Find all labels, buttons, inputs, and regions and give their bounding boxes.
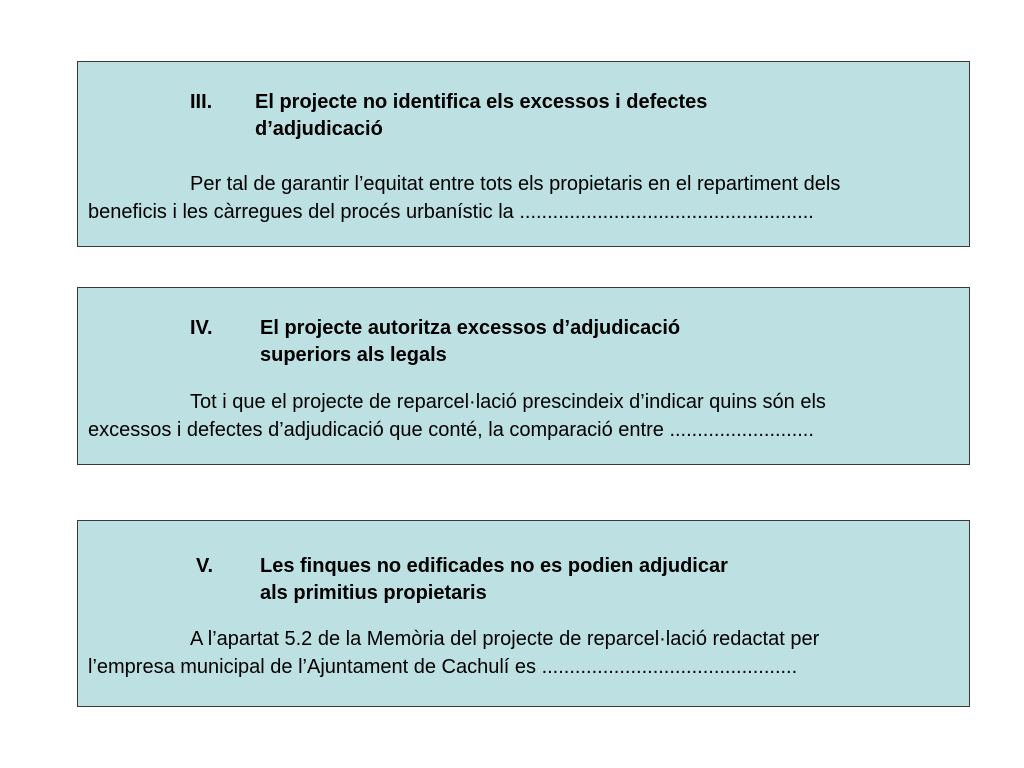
body-line: excessos i defectes d’adjudicació que conté, la comparació entre .......................... bbox=[88, 419, 814, 441]
body-line: beneficis i les càrregues del procés urbanístic la ..................................................... bbox=[88, 201, 814, 223]
section-title-line: als primitius propietaris bbox=[260, 582, 487, 604]
section-title-line: El projecte no identifica els excessos i defectes bbox=[255, 91, 708, 113]
section-title-line: El projecte autoritza excessos d’adjudicació bbox=[260, 317, 681, 339]
body-line: Per tal de garantir l’equitat entre tots els propietaris en el repartiment dels bbox=[190, 173, 841, 195]
section-box-iv bbox=[77, 287, 970, 465]
section-title-line: Les finques no edificades no es podien adjudicar bbox=[260, 555, 728, 577]
body-line: Tot i que el projecte de reparcel·lació prescindeix d’indicar quins són els bbox=[190, 391, 826, 413]
section-number: IV. bbox=[190, 317, 213, 339]
section-title-line: d’adjudicació bbox=[255, 118, 383, 140]
section-body-iii bbox=[88, 170, 958, 226]
section-number: V. bbox=[196, 555, 214, 577]
section-number: III. bbox=[190, 91, 213, 113]
body-line: A l’apartat 5.2 de la Memòria del projecte de reparcel·lació redactat per bbox=[190, 628, 820, 650]
section-box-v bbox=[77, 520, 970, 707]
section-body-iv bbox=[88, 388, 958, 444]
section-title-line: superiors als legals bbox=[260, 344, 447, 366]
section-box-iii bbox=[77, 61, 970, 247]
section-body-v bbox=[88, 625, 958, 681]
body-line: l’empresa municipal de l’Ajuntament de Cachulí es .............................................. bbox=[88, 656, 798, 678]
